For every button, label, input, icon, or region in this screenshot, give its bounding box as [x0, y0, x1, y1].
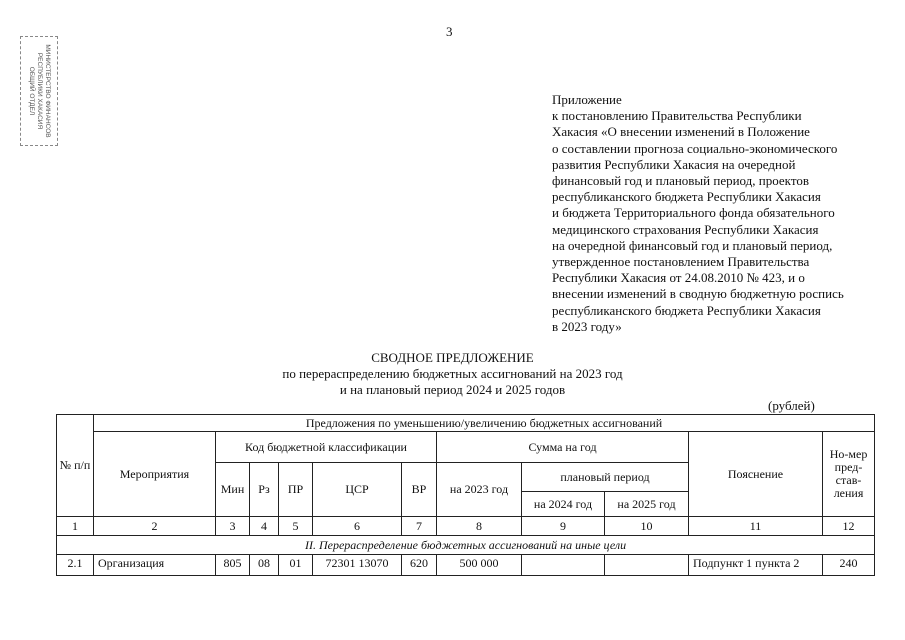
index-cell: 1 — [57, 517, 94, 536]
cell-2024 — [522, 555, 605, 576]
index-cell: 9 — [522, 517, 605, 536]
column-index-row — [57, 517, 875, 536]
appendix-line: развития Республики Хакасия на очередной — [552, 156, 796, 172]
cell-vr: 620 — [402, 555, 437, 576]
appendix-line: финансовый год и плановый период, проектов — [552, 173, 809, 189]
appendix-line: к постановлению Правительства Республики — [552, 108, 802, 124]
document-title — [0, 350, 905, 398]
header-year-2024: на 2024 год — [522, 492, 605, 517]
header-sum: Сумма на год — [437, 432, 689, 463]
appendix-line: и бюджета Территориального фонда обязательного — [552, 205, 835, 221]
stamp-line: ОБЩИЙ ОТДЕЛ — [28, 66, 35, 116]
header-event: Мероприятия — [94, 432, 216, 517]
budget-table — [56, 414, 875, 576]
header-year-2025: на 2025 год — [605, 492, 689, 517]
header-num: № п/п — [57, 415, 94, 517]
appendix-line: о составлении прогноза социально-экономического — [552, 140, 838, 156]
index-cell: 5 — [279, 517, 313, 536]
title-main: СВОДНОЕ ПРЕДЛОЖЕНИЕ — [371, 350, 534, 365]
header-rz: Рз — [250, 463, 279, 517]
section-row — [57, 536, 875, 555]
cell-min: 805 — [216, 555, 250, 576]
index-cell: 11 — [689, 517, 823, 536]
index-cell: 3 — [216, 517, 250, 536]
appendix-line: утвержденное постановлением Правительства — [552, 254, 810, 270]
cell-2023: 500 000 — [437, 555, 522, 576]
index-cell: 8 — [437, 517, 522, 536]
header-ref: Но-мер пред-став-ления — [823, 432, 875, 517]
cell-ref: 240 — [823, 555, 875, 576]
stamp-line: РЕСПУБЛИКИ ХАКАСИЯ — [36, 52, 43, 130]
index-cell: 6 — [313, 517, 402, 536]
index-cell: 2 — [94, 517, 216, 536]
appendix-line: на очередной финансовый год и плановый период, — [552, 237, 833, 253]
index-cell: 7 — [402, 517, 437, 536]
header-proposals: Предложения по уменьшению/увеличению бюджетных ассигнований — [94, 415, 875, 432]
title-subtitle: по перераспределению бюджетных ассигнований на 2023 год — [282, 366, 623, 381]
header-year-2023: на 2023 год — [437, 463, 522, 517]
appendix-line: медицинского страхования Республики Хакасия — [552, 221, 819, 237]
stamp-line: МИНИСТЕРСТВО ФИНАНСОВ — [44, 44, 51, 138]
page-number: 3 — [446, 24, 453, 39]
header-vr: ВР — [402, 463, 437, 517]
appendix-line: республиканского бюджета Республики Хакасия — [552, 302, 821, 318]
header-min: Мин — [216, 463, 250, 517]
appendix-line: внесении изменений в сводную бюджетную роспись — [552, 286, 844, 302]
appendix-line: Республики Хакасия от 24.08.2010 № 423, и о — [552, 270, 805, 286]
header-pr: ПР — [279, 463, 313, 517]
table-row — [57, 555, 875, 576]
registration-stamp — [20, 36, 58, 146]
appendix-line: Хакасия «О внесении изменений в Положение — [552, 124, 810, 140]
units-label: (рублей) — [768, 398, 815, 413]
header-csr: ЦСР — [313, 463, 402, 517]
appendix-block — [552, 92, 892, 335]
header-planned: плановый период — [522, 463, 689, 492]
index-cell: 4 — [250, 517, 279, 536]
cell-csr: 72301 13070 — [313, 555, 402, 576]
cell-2025 — [605, 555, 689, 576]
appendix-line: республиканского бюджета Республики Хакасия — [552, 189, 821, 205]
appendix-line: в 2023 году» — [552, 318, 622, 334]
cell-note: Подпункт 1 пункта 2 — [689, 555, 823, 576]
title-subtitle: и на плановый период 2024 и 2025 годов — [339, 382, 566, 397]
header-note: Пояснение — [689, 432, 823, 517]
cell-event: Организация — [94, 555, 216, 576]
index-cell: 12 — [823, 517, 875, 536]
section-title: II. Перераспределение бюджетных ассигнований на иные цели — [57, 536, 875, 555]
cell-num: 2.1 — [57, 555, 94, 576]
cell-rz: 08 — [250, 555, 279, 576]
appendix-heading: Приложение — [552, 92, 622, 107]
header-code: Код бюджетной классификации — [216, 432, 437, 463]
cell-pr: 01 — [279, 555, 313, 576]
index-cell: 10 — [605, 517, 689, 536]
